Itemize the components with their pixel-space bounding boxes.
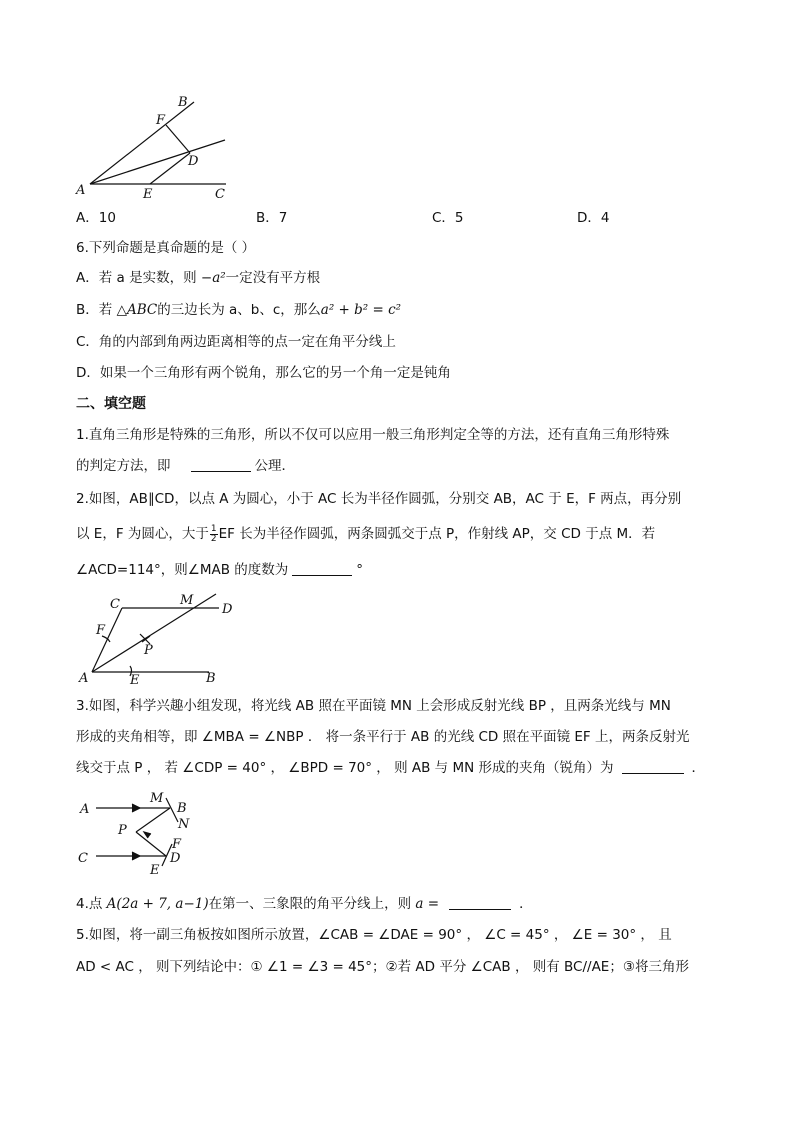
q5-option-d[interactable]: D．4 — [577, 210, 610, 226]
f4-math-a: a = — [415, 896, 440, 912]
f2-line2-post: EF 长为半径作圆弧，两条圆弧交于点 P，作射线 AP，交 CD 于点 M．若 — [218, 526, 656, 542]
label-p: P — [118, 823, 127, 838]
f5-line2: AD < AC ， 则下列结论中：① ∠1 = ∠3 = 45°；②若 AD 平分 ∠CAB ， 则有 BC//AE；③将三角形 — [76, 959, 689, 975]
f3-line3-post: ． — [691, 760, 705, 776]
f4-pre: 4.点 — [76, 896, 107, 912]
label-a: A — [79, 671, 89, 686]
label-f: F — [172, 837, 182, 852]
q6-option-a[interactable] — [76, 268, 320, 288]
label-e: E — [150, 863, 160, 878]
f2-line3-pre: ∠ACD=114°，则∠MAB 的度数为 — [76, 562, 289, 578]
f2-line1: 2.如图，AB∥CD，以点 A 为圆心，小于 AC 长为半径作圆弧，分别交 AB，AC 于 E，F 两点，再分别 — [76, 491, 682, 507]
f1-line1: 1.直角三角形是特殊的三角形，所以不仅可以应用一般三角形判定全等的方法，还有直角三角形特殊 — [76, 427, 670, 443]
label-n: N — [178, 817, 190, 832]
f2-answer-blank[interactable] — [292, 561, 352, 576]
arrow-ab — [132, 804, 140, 812]
q6-b-math1: △ABC — [116, 302, 158, 318]
figure-parallel-lines — [74, 590, 244, 686]
segment-fd — [166, 125, 190, 153]
fraction-one-half: $\frac{1}{2}$ — [210, 523, 217, 544]
f4-post: ． — [519, 896, 533, 912]
q5-option-c[interactable]: C．5 — [432, 210, 464, 226]
label-b: B — [177, 801, 187, 816]
label-c: C — [110, 597, 120, 612]
label-e: E — [130, 673, 140, 686]
q6-b-mid: 的三边长为 a、b、c，那么 — [157, 302, 321, 318]
arrow-cd — [132, 852, 140, 860]
label-m: M — [180, 593, 194, 608]
f3-answer-blank[interactable] — [622, 759, 684, 774]
f3-line3-pre: 线交于点 P ， 若 ∠CDP = 40° ， ∠BPD = 70° ， 则 AB 与 MN 形成的夹角（锐角）为 — [76, 760, 614, 776]
f2-line2 — [76, 524, 655, 544]
f1-line2 — [76, 456, 295, 476]
figure-mirror-reflection — [74, 790, 204, 880]
q6-a-pre: A．若 a 是实数，则 — [76, 270, 201, 286]
label-p: P — [144, 643, 153, 658]
q6-b-pre: B．若 — [76, 302, 117, 318]
label-d: D — [188, 154, 199, 169]
q5-option-b[interactable]: B．7 — [256, 210, 288, 226]
f4-mid: 在第一、三象限的角平分线上，则 — [208, 896, 416, 912]
label-b: B — [206, 671, 216, 686]
section-title: 二、填空题 — [76, 396, 146, 412]
q6-stem: 6.下列命题是真命题的是（ ） — [76, 240, 256, 256]
q6-option-d[interactable]: D．如果一个三角形有两个锐角，那么它的另一个角一定是钝角 — [76, 365, 451, 381]
f5-line1: 5.如图，将一副三角板按如图所示放置，∠CAB = ∠DAE = 90° ， ∠C = 45° ， ∠E = 30° ， 且 — [76, 927, 672, 943]
f2-line3 — [76, 560, 363, 580]
ray-pd — [136, 832, 166, 856]
label-f: F — [96, 623, 106, 638]
q6-b-math2: a² + b² = c² — [320, 302, 402, 318]
q6-option-c[interactable]: C．角的内部到角两边距离相等的点一定在角平分线上 — [76, 334, 396, 350]
label-a: A — [76, 183, 86, 198]
f3-line3 — [76, 758, 705, 778]
arrow-pd — [144, 832, 151, 838]
f3-line1: 3.如图，科学兴趣小组发现，将光线 AB 照在平面镜 MN 上会形成反射光线 BP ，且两条光线与 MN — [76, 698, 671, 714]
figure-angle-bisector — [70, 92, 240, 204]
f2-line3-post: ° — [356, 562, 364, 578]
ray-bp — [136, 808, 170, 832]
q6-a-post: 一定没有平方根 — [225, 270, 321, 286]
q6-option-b[interactable] — [76, 300, 401, 320]
f1-line2-pre: 的判定方法，即 — [76, 458, 171, 474]
label-b: B — [178, 95, 188, 110]
f1-answer-blank[interactable] — [191, 457, 251, 472]
q5-option-a[interactable]: A．10 — [76, 210, 116, 226]
f4-line — [76, 894, 533, 914]
f4-answer-blank[interactable] — [449, 895, 511, 910]
label-e: E — [143, 187, 153, 202]
f1-line2-post: 公理． — [254, 458, 295, 474]
ray-ad — [90, 140, 225, 184]
ray-ab — [90, 102, 194, 184]
label-d: D — [170, 851, 181, 866]
label-c: C — [78, 851, 88, 866]
f4-math-point: A(2a + 7, a−1) — [106, 896, 209, 912]
q6-a-math: −a² — [200, 270, 226, 286]
label-d: D — [222, 602, 233, 617]
f3-line2: 形成的夹角相等，即 ∠MBA = ∠NBP ． 将一条平行于 AB 的光线 CD 照在平面镜 EF 上，两条反射光 — [76, 729, 690, 745]
f2-line2-pre: 以 E，F 为圆心，大于 — [76, 526, 209, 542]
label-c: C — [215, 187, 225, 202]
label-m: M — [150, 791, 164, 806]
label-a: A — [80, 802, 90, 817]
label-f: F — [156, 113, 166, 128]
